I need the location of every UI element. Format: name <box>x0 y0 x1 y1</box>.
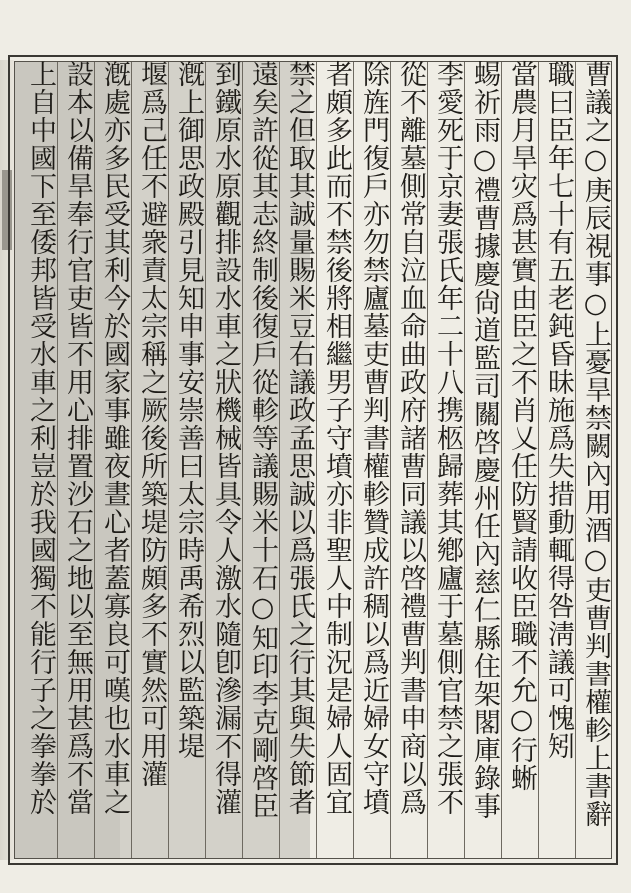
column-rule <box>464 62 465 858</box>
text-column-4: 蜴祈雨○禮曹據慶尙道監司關啓慶州任內慈仁縣住架閣庫錄事 <box>469 60 500 820</box>
column-rule <box>94 62 95 858</box>
text-column-13: 堰爲己任不避衆責太宗稱之厥後所築堤防頗多不實然可用灌 <box>136 60 167 788</box>
page-top-margin <box>0 0 631 55</box>
text-column-9: 禁之但取其誠量賜米豆右議政孟思誠以爲張氏之行其與失節者 <box>284 60 315 816</box>
column-rule <box>575 62 576 858</box>
column-rule <box>131 62 132 858</box>
column-rule <box>353 62 354 858</box>
column-rule <box>279 62 280 858</box>
text-column-1: 曹議之○庚辰視事○上憂旱禁闕內用酒○吏曹判書權軫上書辭 <box>580 60 611 828</box>
text-column-6: 從不離墓側常自泣血命曲政府諸曹同議以啓禮曹判書申商以爲 <box>395 60 426 816</box>
text-column-2: 職曰臣年七十有五老鈍昏昧施爲失措動輒得咎淸議可愧矧 <box>543 60 574 760</box>
column-rule <box>390 62 391 858</box>
column-rule <box>427 62 428 858</box>
column-rule <box>57 62 58 858</box>
text-column-16: 上自中國下至倭邦皆受水車之利豈於我國獨不能行子之拳拳於 <box>25 60 56 816</box>
column-rule <box>538 62 539 858</box>
text-column-5: 李愛死于京妻張氏年二十八携柩歸葬其鄕廬于墓側官禁之張不 <box>432 60 463 816</box>
text-column-12: 漑上御思政殿引見知申事安崇善曰太宗時禹希烈以監築堤 <box>173 60 204 760</box>
column-rule <box>501 62 502 858</box>
text-column-7: 除旌門復戶亦勿禁廬墓吏曹判書權軫贊成許稠以爲近婦女守墳 <box>358 60 389 816</box>
text-column-15: 設本以備旱奉行官吏皆不用心排置沙石之地以至無用甚爲不當 <box>62 60 93 816</box>
text-column-8: 者頗多此而不禁後將相繼男子守墳亦非聖人中制況是婦人固宜 <box>321 60 352 816</box>
text-column-10: 遠矣許從其志終制後復戶從軫等議賜米十石○知印李克剛啓臣 <box>247 60 278 820</box>
text-column-3: 當農月旱灾爲甚實由臣之不肖乂任防賢請收臣職不允○行蜥 <box>506 60 537 792</box>
text-column-14: 漑處亦多民受其利今於國家事雖夜晝心者蓋寡良可嘆也水車之 <box>99 60 130 816</box>
column-rule <box>205 62 206 858</box>
text-column-11: 到鐵原水原觀排設水車之狀機械皆具令人激水隨卽滲漏不得灌 <box>210 60 241 816</box>
column-rule <box>242 62 243 858</box>
column-rule <box>168 62 169 858</box>
column-rule <box>316 62 317 858</box>
